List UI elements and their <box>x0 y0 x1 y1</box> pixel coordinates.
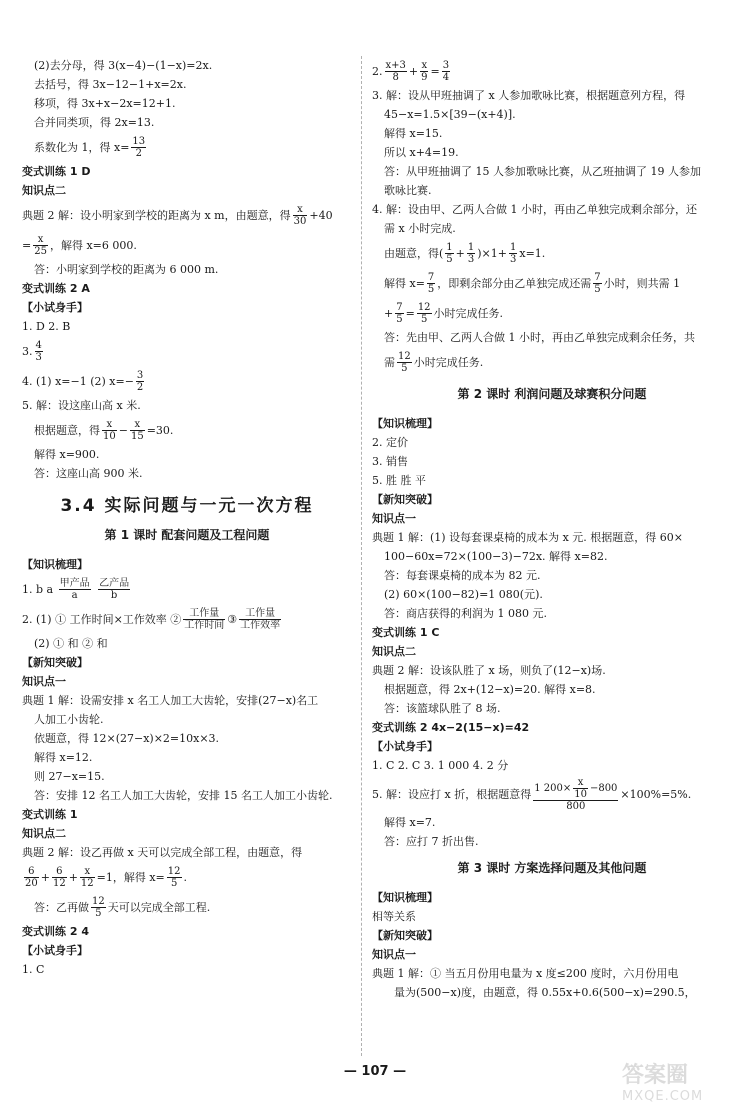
text: 需 <box>384 355 395 369</box>
answer-line: (2) ① 和 ② 和 <box>34 637 108 650</box>
text: 小时，则共需 1 <box>603 276 681 290</box>
text: =1，解得 x= <box>96 870 165 884</box>
section-heading: 【新知突破】 <box>372 493 438 506</box>
numerator: 12 <box>417 301 431 313</box>
fraction <box>427 272 435 295</box>
denominator: 5 <box>420 313 428 325</box>
denominator: 2 <box>136 381 144 393</box>
fraction <box>130 419 145 442</box>
text-line <box>22 230 352 260</box>
text-line <box>372 298 732 328</box>
numerator: 1 <box>467 241 475 253</box>
right-column <box>372 56 732 1002</box>
numerator: 7 <box>594 271 601 283</box>
answer-line: 5. 解：设这座山高 x 米. <box>22 399 141 412</box>
text-line: 解得 x=7. <box>384 816 436 829</box>
text-line: 歌咏比赛. <box>384 184 432 197</box>
text-line <box>22 892 352 922</box>
fraction <box>52 866 67 889</box>
numerator: 12 <box>92 895 105 907</box>
numerator: 12 <box>167 865 181 877</box>
answer-line: 1. C <box>22 963 45 976</box>
column-divider <box>361 56 362 1056</box>
fraction <box>420 60 428 83</box>
watermark-url: MXQE.COM <box>622 1089 704 1104</box>
text: 小时完成任务. <box>413 355 484 369</box>
answer-line <box>22 574 352 604</box>
text-line <box>22 200 352 230</box>
answer-line <box>372 775 732 813</box>
numerator: 13 <box>132 135 146 147</box>
section-heading: 知识点二 <box>22 184 66 197</box>
denominator: 5 <box>170 877 178 889</box>
section-heading: 知识点二 <box>22 827 66 840</box>
answer-line: 1. C 2. C 3. 1 000 4. 2 分 <box>372 759 509 772</box>
text: 1 200× <box>534 782 572 794</box>
answer-line <box>22 366 352 396</box>
exercise-answer: 变式训练 2 4x−2(15−x)=42 <box>372 721 530 734</box>
text: 2. (1) ① 工作时间×工作效率 ② <box>22 612 182 626</box>
fraction <box>33 234 48 257</box>
denominator: 8 <box>392 71 399 83</box>
denominator: 30 <box>293 215 307 227</box>
exercise-answer: 变式训练 2 4 <box>22 925 89 938</box>
fraction <box>385 60 407 83</box>
text-line: 答：该篮球队胜了 8 场. <box>384 702 501 715</box>
text-line: 答：商店获得的利润为 1 080 元. <box>384 607 547 620</box>
text-line: 去括号，得 3x−12−1+x=2x. <box>34 78 187 91</box>
denominator: 3 <box>510 253 517 265</box>
text: + <box>455 246 465 260</box>
text-line: 解得 x=15. <box>384 127 443 140</box>
denominator: 10 <box>574 788 587 800</box>
denominator: 工作时间 <box>184 619 225 631</box>
numerator: 4 <box>35 339 42 351</box>
numerator: x+3 <box>385 59 406 71</box>
left-column <box>22 56 352 979</box>
text-line: 典题 2 解：设乙再做 x 天可以完成全部工程，由题意，得 <box>22 846 303 859</box>
denominator: 10 <box>103 430 116 442</box>
fraction <box>59 578 91 601</box>
denominator: 9 <box>421 71 428 83</box>
fraction <box>35 340 43 363</box>
fraction <box>102 419 117 442</box>
text: )×1+ <box>477 246 507 260</box>
text-line <box>22 415 352 445</box>
watermark-text: 答案圈 <box>622 1063 689 1088</box>
text-line: 100−60x=72×(100−3)−72x. 解得 x=82. <box>384 550 608 563</box>
section-heading: 【知识梳理】 <box>372 891 438 904</box>
fraction <box>136 370 144 393</box>
text: 解得 x= <box>384 276 425 290</box>
section-heading: 知识点一 <box>372 512 416 525</box>
text-line: 典题 1 解：设需安排 x 名工人加工大齿轮，安排(27−x)名工 <box>22 694 319 707</box>
exercise-answer: 变式训练 1 D <box>22 165 91 178</box>
fraction <box>239 608 281 631</box>
text: 1. b a <box>22 582 54 596</box>
answer-line: 相等关系 <box>372 910 416 923</box>
chapter-title: 3.4 实际问题与一元一次方程 <box>60 496 314 516</box>
text-line <box>372 268 732 298</box>
denominator: 800 <box>566 800 586 812</box>
text: 系数化为 1，得 x= <box>34 140 130 154</box>
denominator: 5 <box>95 907 102 919</box>
text-line: (2) 60×(100−82)=1 080(元). <box>384 588 543 601</box>
denominator: 5 <box>396 313 403 325</box>
text: 天可以完成全部工程. <box>107 900 211 914</box>
text-line: 答：安排 12 名工人加工大齿轮，安排 15 名工人加工小齿轮. <box>34 789 333 802</box>
section-heading: 【新知突破】 <box>22 656 88 669</box>
text: = <box>405 306 415 320</box>
text-line: 典题 1 解：(1) 设每套课桌椅的成本为 x 元. 根据题意，得 60× <box>372 531 683 544</box>
text-line <box>22 132 352 162</box>
denominator: 5 <box>446 253 453 265</box>
numerator: x <box>293 204 308 216</box>
text-line: 答：应打 7 折出售. <box>384 835 479 848</box>
text: 由题意，得( <box>384 246 444 260</box>
text: − <box>118 423 128 437</box>
numerator: x <box>130 419 145 431</box>
numerator: 6 <box>24 866 39 878</box>
page-number-value: 107 <box>361 1064 389 1079</box>
text-line <box>372 238 732 268</box>
numerator: x <box>33 234 48 246</box>
numerator: 12 <box>398 350 411 362</box>
text: x=1. <box>519 246 546 260</box>
text: 小时完成任务. <box>433 306 504 320</box>
exercise-answer: 变式训练 2 A <box>22 282 90 295</box>
section-heading: 知识点一 <box>22 675 66 688</box>
fraction <box>442 60 450 83</box>
fraction <box>98 578 130 601</box>
text-line: 则 27−x=15. <box>34 770 105 783</box>
exercise-answer: 变式训练 1 C <box>372 626 440 639</box>
numerator: x <box>573 777 588 789</box>
text-line: 人加工小齿轮. <box>34 713 104 726</box>
text-line: 依题意，得 12×(27−x)×2=10x×3. <box>34 732 220 745</box>
numerator: x <box>421 59 428 71</box>
numerator: 乙产品 <box>99 577 130 589</box>
section-heading: 【知识梳理】 <box>372 417 438 430</box>
text-line: (2)去分母，得 3(x−4)−(1−x)=2x. <box>34 59 213 72</box>
text-line: 所以 x+4=19. <box>384 146 459 159</box>
denominator: 15 <box>130 430 144 442</box>
section-heading: 【小试身手】 <box>22 301 88 314</box>
text: 2. <box>372 64 383 78</box>
answer-line: 4. 解：设由甲、乙两人合做 1 小时，再由乙单独完成剩余部分，还 <box>372 203 697 216</box>
text-line: 答：从甲班抽调了 15 人参加歌咏比赛，从乙班抽调了 19 人参加 <box>384 165 701 178</box>
text: +40 <box>309 208 333 222</box>
fraction <box>183 608 225 631</box>
fraction <box>533 777 618 812</box>
lesson-title: 第 1 课时 配套问题及工程问题 <box>104 528 270 542</box>
text: ③ <box>227 612 238 626</box>
denominator: 工作效率 <box>240 619 281 631</box>
denominator: 12 <box>80 877 94 889</box>
text-line: 移项，得 3x+x−2x=12+1. <box>34 97 176 110</box>
denominator: 5 <box>427 283 435 295</box>
text-line: 解得 x=900. <box>34 448 100 461</box>
text: = <box>22 238 32 252</box>
watermark-logo <box>622 1058 732 1102</box>
text: ，即剩余部分由乙单独完成还需 <box>437 276 592 290</box>
text: =30. <box>146 423 174 437</box>
numerator <box>533 777 618 801</box>
fraction <box>131 136 146 159</box>
fraction <box>91 896 106 919</box>
denominator: b <box>110 589 118 601</box>
lesson-title: 第 3 课时 方案选择问题及其他问题 <box>457 861 647 875</box>
exercise-answer: 变式训练 1 <box>22 808 78 821</box>
numerator: 工作量 <box>239 608 281 620</box>
text: ×100%=5%. <box>620 787 692 801</box>
section-heading: 【新知突破】 <box>372 929 438 942</box>
section-heading: 【小试身手】 <box>372 740 438 753</box>
numerator: x <box>80 866 95 878</box>
denominator: a <box>71 589 78 601</box>
text-line: 解得 x=12. <box>34 751 93 764</box>
section-heading: 【知识梳理】 <box>22 558 88 571</box>
page-number: — 107 — <box>343 1064 407 1079</box>
text: 4. (1) x=−1 (2) x=− <box>22 374 134 388</box>
fraction <box>24 866 39 889</box>
text-line: 答：每套课桌椅的成本为 82 元. <box>384 569 541 582</box>
fraction <box>397 351 412 374</box>
fraction <box>593 272 601 295</box>
fraction <box>80 866 95 889</box>
text-line: 典题 2 解：设该队胜了 x 场，则负了(12−x)场. <box>372 664 606 677</box>
text-line <box>372 347 732 377</box>
text: = <box>430 64 440 78</box>
section-heading: 知识点二 <box>372 645 416 658</box>
text-line: 合并同类项，得 2x=13. <box>34 116 155 129</box>
lesson-title: 第 2 课时 利润问题及球赛积分问题 <box>457 387 647 401</box>
text-line: 量为(500−x)度，由题意，得 0.55x+0.6(500−x)=290.5， <box>394 986 696 999</box>
text: 根据题意，得 <box>34 423 100 437</box>
answer-line: 5. 胜 胜 平 <box>372 474 426 487</box>
text: 5. 解：设应打 x 折，根据题意得 <box>372 787 532 801</box>
numerator: 1 <box>510 241 517 253</box>
text: ，解得 x=6 000. <box>49 238 137 252</box>
fraction <box>167 866 182 889</box>
denominator: 20 <box>25 877 38 889</box>
fraction <box>573 777 588 800</box>
text: 答：乙再做 <box>34 900 89 914</box>
text: + <box>68 870 78 884</box>
text-line <box>22 862 352 892</box>
denominator: 5 <box>401 362 408 374</box>
text-line: 答：这座山高 900 米. <box>34 467 143 480</box>
text: −800 <box>589 782 618 794</box>
answer-line <box>372 56 732 86</box>
text: + <box>408 64 419 78</box>
text-line: 答：小明家到学校的距离为 6 000 m. <box>34 263 219 276</box>
answer-line: 3. 解：设从甲班抽调了 x 人参加歌咏比赛，根据题意列方程，得 <box>372 89 686 102</box>
answer-line: 2. 定价 <box>372 436 408 449</box>
numerator: 1 <box>446 241 453 253</box>
denominator: 25 <box>34 245 47 257</box>
answer-line <box>22 604 352 634</box>
text-line: 需 x 小时完成. <box>384 222 456 235</box>
fraction <box>293 204 308 227</box>
answer-line <box>22 336 352 366</box>
answer-line: 3. 销售 <box>372 455 408 468</box>
numerator: x <box>102 419 117 431</box>
denominator: 4 <box>442 71 450 83</box>
text-line: 答：先由甲、乙两人合做 1 小时，再由乙单独完成剩余任务，共 <box>384 331 695 344</box>
denominator: 12 <box>52 877 66 889</box>
numerator: 甲产品 <box>59 577 90 589</box>
text-line: 45−x=1.5×[39−(x+4)]. <box>384 108 516 121</box>
text-line: 典题 1 解：① 当五月份用电量为 x 度≤200 度时，六月份用电 <box>372 967 679 980</box>
fraction <box>395 302 403 325</box>
numerator: 3 <box>136 369 144 381</box>
fraction <box>509 242 517 265</box>
denominator: 3 <box>35 351 42 363</box>
numerator: 7 <box>427 271 435 283</box>
fraction <box>417 302 432 325</box>
text: + <box>40 870 50 884</box>
text-line: 根据题意，得 2x+(12−x)=20. 解得 x=8. <box>384 683 596 696</box>
text: . <box>183 870 188 884</box>
text: 典题 2 解：设小明家到学校的距离为 x m，由题意，得 <box>22 208 291 222</box>
numerator: 工作量 <box>183 608 225 620</box>
fraction <box>445 242 453 265</box>
section-heading: 知识点一 <box>372 948 416 961</box>
numerator: 3 <box>442 59 450 71</box>
denominator: 5 <box>594 283 601 295</box>
denominator: 2 <box>135 147 142 159</box>
fraction <box>467 242 475 265</box>
denominator: 3 <box>467 253 475 265</box>
text: + <box>384 306 394 320</box>
section-heading: 【小试身手】 <box>22 944 88 957</box>
numerator: 7 <box>396 301 403 313</box>
answer-line: 1. D 2. B <box>22 320 71 333</box>
text: 3. <box>22 344 33 358</box>
numerator: 6 <box>52 866 67 878</box>
